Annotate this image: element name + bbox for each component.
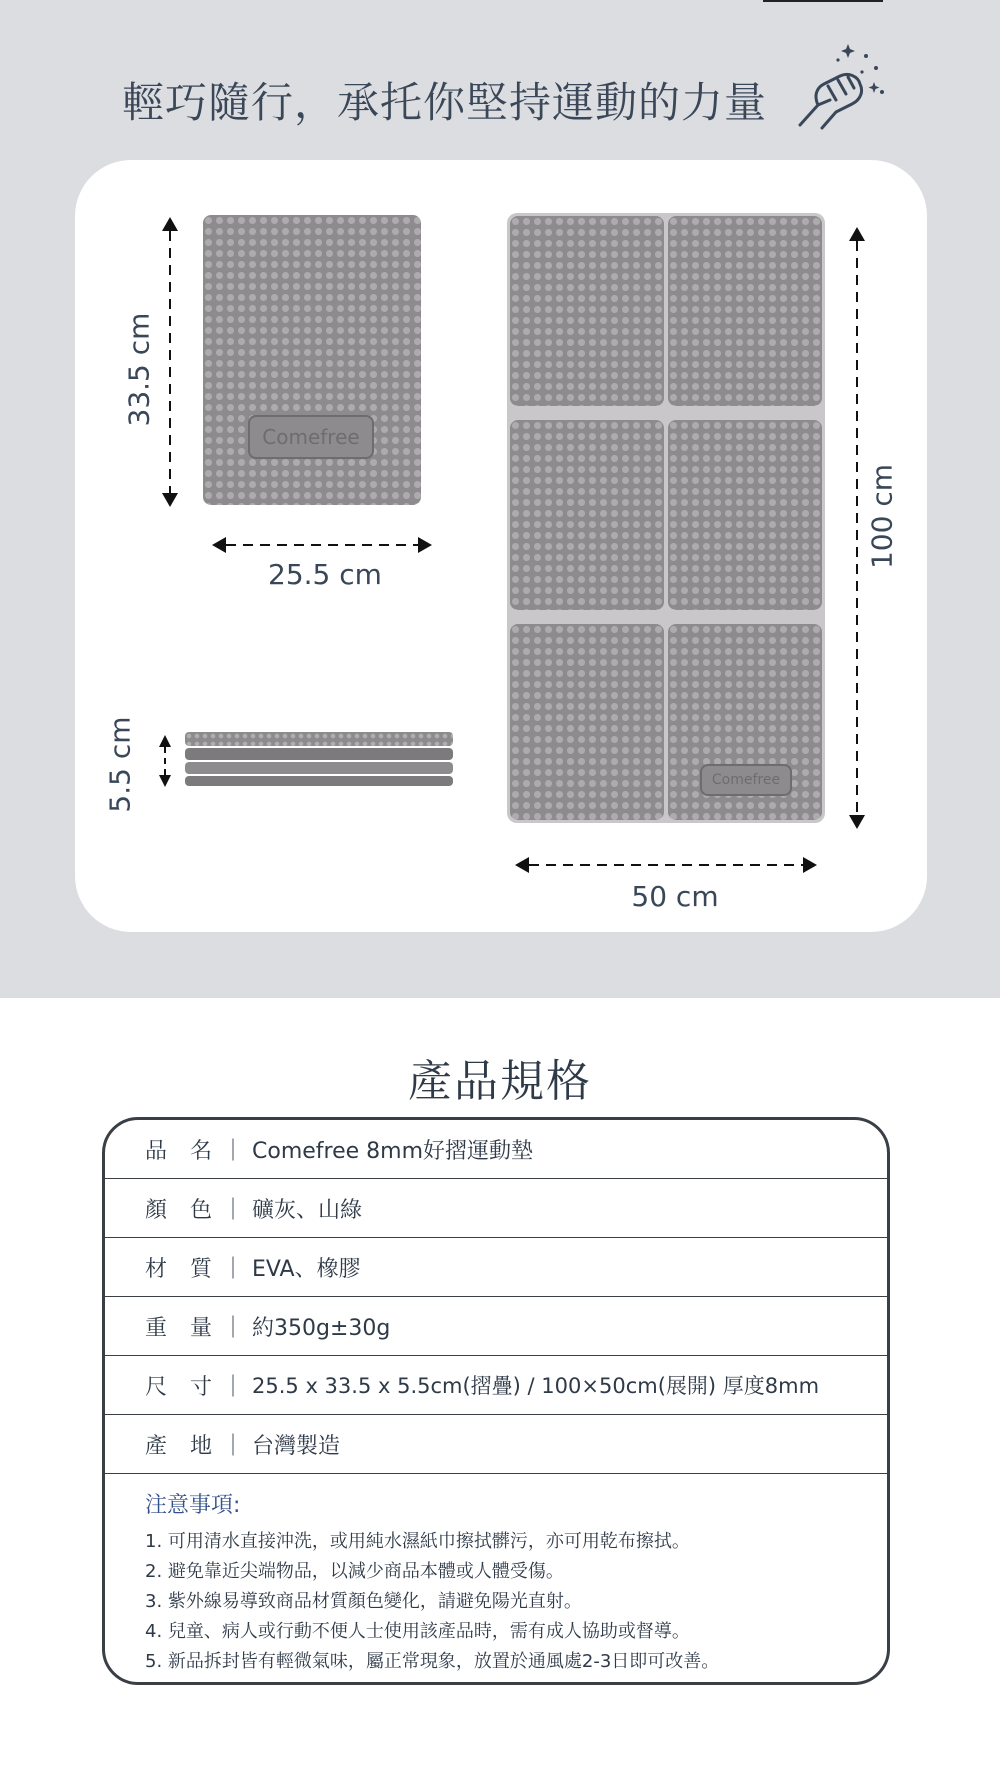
spec-row-name xyxy=(105,1120,887,1179)
folded-mat-side-image xyxy=(185,728,453,788)
headline: 輕巧隨行，承托你堅持運動的力量 xyxy=(122,78,768,127)
spec-separator: ｜ xyxy=(222,1433,245,1459)
spec-row-weight xyxy=(105,1297,887,1356)
spec-value: EVA、橡膠 xyxy=(252,1256,361,1282)
spec-label: 品 名 xyxy=(145,1138,220,1164)
care-notes xyxy=(105,1474,887,1677)
unfolded-width-label: 50 cm xyxy=(631,880,719,913)
mat-logo: Comefree xyxy=(248,415,374,459)
spec-value: 台灣製造 xyxy=(252,1433,341,1459)
note-item: 2. 避免靠近尖端物品，以減少商品本體或人體受傷。 xyxy=(145,1561,564,1582)
dimension-card xyxy=(75,160,927,932)
folded-width-label: 25.5 cm xyxy=(268,558,382,591)
spec-table xyxy=(102,1117,890,1685)
spec-separator: ｜ xyxy=(222,1315,245,1341)
spec-label: 產 地 xyxy=(145,1433,220,1459)
mat-panel xyxy=(510,216,664,406)
spec-label: 尺 寸 xyxy=(145,1374,220,1400)
notes-title: 注意事項: xyxy=(145,1493,241,1518)
mat-panel xyxy=(510,624,664,820)
spec-row-material xyxy=(105,1238,887,1297)
spec-label: 材 質 xyxy=(145,1256,220,1282)
mat-panel xyxy=(510,420,664,610)
unfolded-mat-image xyxy=(507,213,825,823)
fist-bump-icon xyxy=(778,30,898,140)
spec-label: 顏 色 xyxy=(145,1197,220,1223)
mat-panel xyxy=(668,420,822,610)
top-decoration-line xyxy=(763,0,883,2)
folded-mat-image xyxy=(203,215,421,505)
folded-thickness-arrow xyxy=(155,735,175,787)
unfolded-length-label: 100 cm xyxy=(865,464,899,570)
spec-value: 25.5 x 33.5 x 5.5cm(摺疊) / 100×50cm(展開) 厚度8mm xyxy=(252,1374,820,1398)
unfolded-width-arrow xyxy=(515,855,817,875)
spec-separator: ｜ xyxy=(222,1197,245,1223)
unfolded-length-arrow xyxy=(847,227,867,829)
spec-value: 礦灰、山綠 xyxy=(252,1197,363,1223)
mat-panel xyxy=(668,624,822,820)
folded-thickness-label: 5.5 cm xyxy=(103,716,137,813)
note-item: 3. 紫外線易導致商品材質顏色變化，請避免陽光直射。 xyxy=(145,1591,582,1612)
mat-panel xyxy=(668,216,822,406)
spec-row-size xyxy=(105,1356,887,1415)
spec-separator: ｜ xyxy=(222,1374,245,1400)
spec-separator: ｜ xyxy=(222,1138,245,1164)
note-item: 4. 兒童、病人或行動不便人士使用該產品時，需有成人協助或督導。 xyxy=(145,1621,690,1642)
spec-value: Comefree 8mm好摺運動墊 xyxy=(252,1138,534,1164)
spec-label: 重 量 xyxy=(145,1315,220,1341)
folded-width-arrow xyxy=(212,535,432,555)
spec-row-color xyxy=(105,1179,887,1238)
spec-value: 約350g±30g xyxy=(252,1315,391,1341)
mat-logo: Comefree xyxy=(700,764,792,796)
folded-height-label: 33.5 cm xyxy=(122,312,156,427)
spec-separator: ｜ xyxy=(222,1256,245,1282)
folded-height-arrow xyxy=(160,217,180,507)
spec-row-origin xyxy=(105,1415,887,1474)
note-item: 1. 可用清水直接沖洗，或用純水濕紙巾擦拭髒污，亦可用乾布擦拭。 xyxy=(145,1531,690,1552)
spec-title: 產品規格 xyxy=(408,1056,592,1107)
note-item: 5. 新品拆封皆有輕微氣味，屬正常現象，放置於通風處2-3日即可改善。 xyxy=(145,1651,720,1672)
